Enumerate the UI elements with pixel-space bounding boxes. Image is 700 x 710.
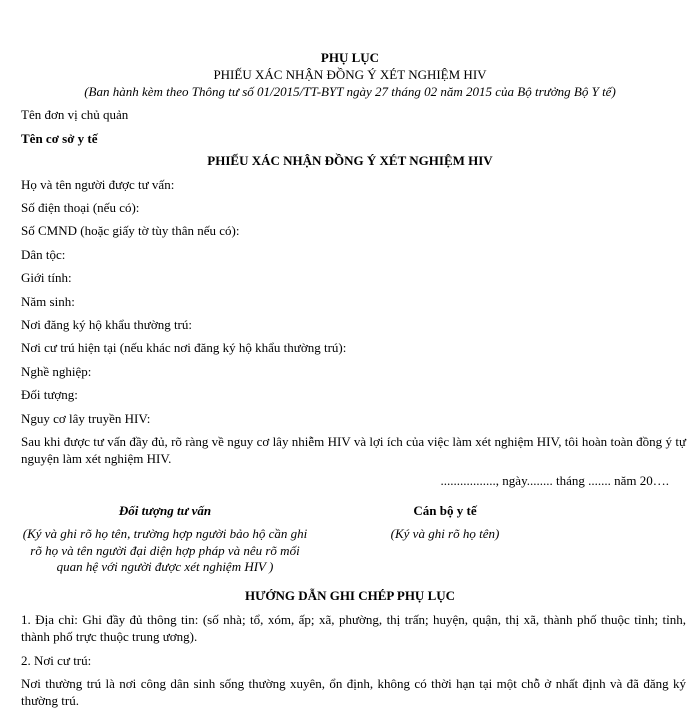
parent-unit-label: Tên đơn vị chủ quản	[21, 107, 129, 122]
facility-label: Tên cơ sở y tế	[21, 131, 98, 146]
guide-item-address: 1. Địa chỉ: Ghi đầy đủ thông tin: (số nhà; tổ, xóm, ấp; xã, phường, thị trấn; huyện, quận, thị xã, thành phố thuộc tỉnh; tỉnh, thành phố trực thuộc trung ương).	[21, 612, 686, 644]
main-title: PHIẾU XÁC NHẬN ĐỒNG Ý XÉT NGHIỆM HIV	[207, 153, 493, 168]
field-birth-year: Năm sinh:	[21, 294, 75, 309]
health-worker-signature-note: (Ký và ghi rõ họ tên)	[390, 526, 500, 541]
field-id-number: Số CMND (hoặc giấy tờ tùy thân nếu có):	[21, 223, 240, 238]
field-permanent-address: Nơi đăng ký hộ khẩu thường trú:	[21, 317, 192, 332]
field-occupation: Nghề nghiệp:	[21, 364, 92, 379]
issued-note: (Ban hành kèm theo Thông tư số 01/2015/TT-BYT ngày 27 tháng 02 năm 2015 của Bộ trưởng Bộ Y tế)	[84, 84, 616, 99]
appendix-heading: PHỤ LỤC	[320, 50, 380, 65]
counselee-signature-note: (Ký và ghi rõ họ tên, trường hợp người bảo hộ cần ghi rõ họ và tên người đại diện hợp pháp và nêu rõ mối quan hệ với người được xét nghiệm HIV )	[22, 526, 308, 575]
field-phone: Số điện thoại (nếu có):	[21, 200, 140, 215]
field-subject-group: Đối tượng:	[21, 387, 78, 402]
guide-item-residence: 2. Nơi cư trú:	[21, 653, 92, 668]
field-ethnicity: Dân tộc:	[21, 247, 66, 262]
field-hiv-risk: Nguy cơ lây truyền HIV:	[21, 411, 151, 426]
form-title: PHIẾU XÁC NHẬN ĐỒNG Ý XÉT NGHIỆM HIV	[213, 67, 487, 82]
consent-statement: Sau khi được tư vấn đầy đủ, rõ ràng về nguy cơ lây nhiễm HIV và lợi ích của việc làm xét nghiệm HIV, tôi hoàn toàn đồng ý tự nguyện làm xét nghiệm HIV.	[21, 434, 686, 466]
field-full-name: Họ và tên người được tư vấn:	[21, 177, 175, 192]
date-line: ................., ngày........ tháng ....... năm 20….	[440, 473, 669, 488]
field-gender: Giới tính:	[21, 270, 72, 285]
health-worker-signature-title: Cán bộ y tế	[413, 503, 477, 518]
guide-item-residence-text: Nơi thường trú là nơi công dân sinh sống thường xuyên, ổn định, không có thời hạn tại một chỗ ở nhất định và đã đăng ký thường trú.	[21, 676, 686, 708]
counselee-signature-title: Đối tượng tư vấn	[118, 503, 212, 518]
guide-title: HƯỚNG DẪN GHI CHÉP PHỤ LỤC	[244, 588, 456, 603]
field-current-residence: Nơi cư trú hiện tại (nếu khác nơi đăng ký hộ khẩu thường trú):	[21, 340, 347, 355]
